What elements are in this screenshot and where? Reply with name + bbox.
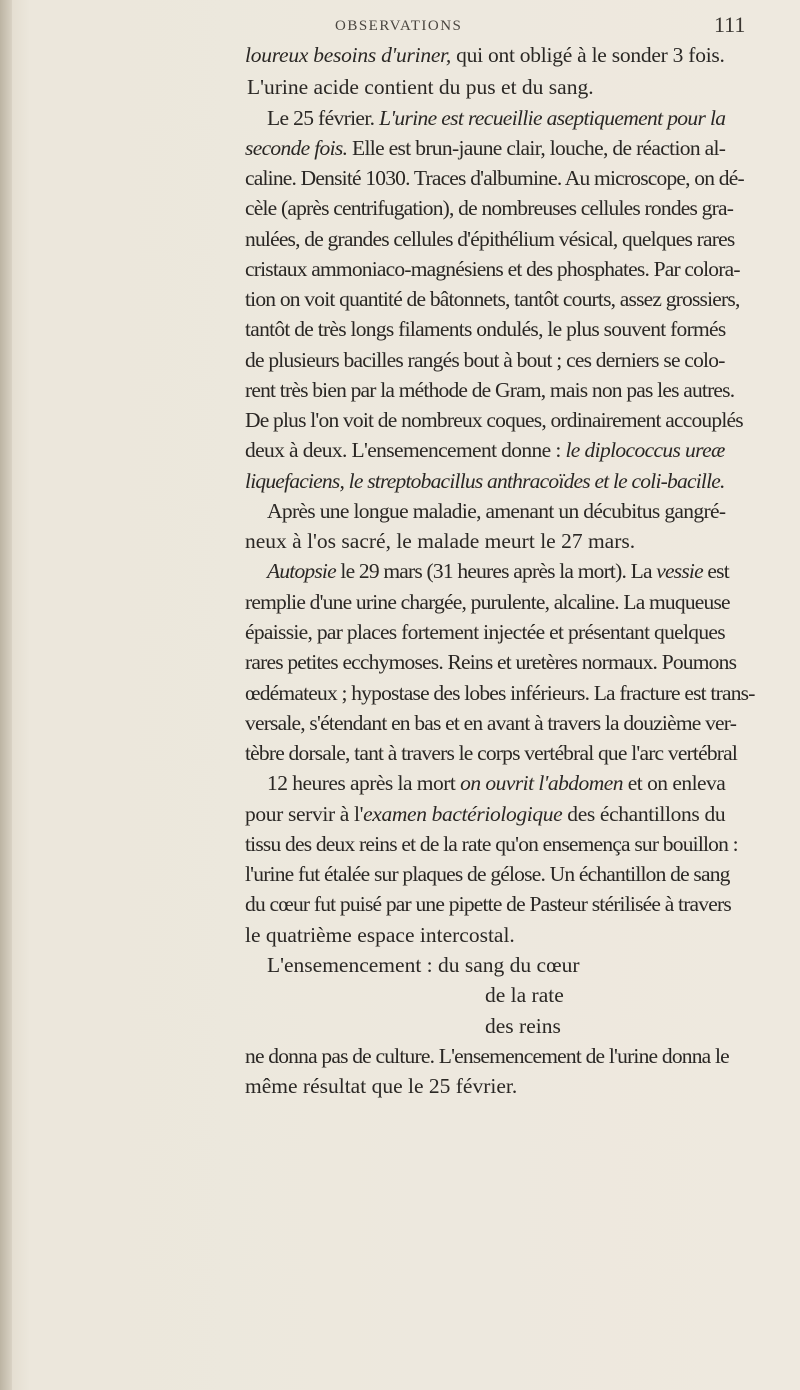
text-segment: épaissie, par places fortement injectée et présentant quelques [245, 620, 725, 644]
text-line [245, 920, 515, 950]
text-line [245, 314, 725, 344]
text-segment: remplie d'une urine chargée, purulente, alcaline. La muqueuse [245, 590, 730, 614]
text-segment: cèle (après centrifugation), de nombreuses cellules rondes gra- [245, 196, 734, 220]
italic-text: loureux besoins d'uriner, [245, 43, 451, 67]
text-segment: deux à deux. L'ensemencement donne : [245, 438, 566, 462]
text-line [485, 980, 564, 1010]
text-segment: le 29 mars (31 heures après la mort). La [335, 559, 657, 583]
text-segment: tantôt de très longs filaments ondulés, le plus souvent formés [245, 317, 726, 341]
text-line [245, 738, 737, 768]
text-line [245, 1071, 517, 1101]
text-segment: caline. Densité 1030. Traces d'albumine. Au microscope, on dé- [245, 166, 744, 190]
text-segment: rent très bien par la méthode de Gram, mais non pas les autres. [245, 378, 735, 402]
text-line [245, 678, 755, 708]
text-segment: du cœur fut puisé par une pipette de Pasteur stérilisée à travers [245, 892, 731, 916]
text-line [245, 466, 725, 496]
text-line [245, 587, 730, 617]
text-line [245, 1041, 729, 1071]
text-line [245, 193, 733, 223]
text-segment: Le 25 février. [267, 106, 380, 130]
text-segment: 12 heures après la mort [267, 771, 461, 795]
text-segment: tissu des deux reins et de la rate qu'on ensemença sur bouillon : [245, 832, 738, 856]
text-line [245, 254, 740, 284]
text-line [245, 163, 744, 193]
text-line [245, 617, 725, 647]
text-segment: versale, s'étendant en bas et en avant à travers la douzième ver- [245, 711, 737, 735]
text-segment: l'urine fut étalée sur plaques de gélose. Un échantillon de sang [245, 862, 730, 886]
text-segment: nulées, de grandes cellules d'épithélium vésical, quelques rares [245, 227, 735, 251]
text-segment: qui ont obligé à le sonder 3 fois. [450, 43, 725, 67]
text-line [245, 708, 736, 738]
italic-text: seconde fois. [245, 136, 348, 160]
text-line [267, 103, 725, 133]
text-line [245, 526, 635, 556]
text-line [245, 224, 734, 254]
text-segment: des reins [485, 1014, 561, 1038]
text-line [245, 375, 734, 405]
text-segment: De plus l'on voit de nombreux coques, ordinairement accouplés [245, 408, 743, 432]
text-line [267, 768, 725, 798]
text-segment: tion on voit quantité de bâtonnets, tantôt courts, assez grossiers, [245, 287, 740, 311]
text-segment: pour servir à l' [245, 802, 364, 826]
text-line [245, 405, 743, 435]
text-segment: même résultat que le 25 février. [245, 1074, 518, 1098]
text-segment: est [702, 559, 729, 583]
text-line [245, 889, 731, 919]
text-line [267, 496, 725, 526]
italic-text: Autopsie [267, 559, 336, 583]
page-spine-shadow [0, 0, 12, 1390]
text-line [245, 829, 738, 859]
text-line [245, 345, 725, 375]
text-line [267, 556, 729, 586]
text-segment: rares petites ecchymoses. Reins et uretères normaux. Poumons [245, 650, 737, 674]
italic-text: liquefaciens, le streptobacillus anthracoïdes et le coli-bacille. [245, 469, 725, 493]
text-segment: Après une longue maladie, amenant un décubitus gangré- [267, 499, 726, 523]
text-segment: L'ensemencement : du sang du cœur [267, 953, 580, 977]
text-line [245, 133, 725, 163]
italic-text: on ouvrit l'abdomen [460, 771, 623, 795]
text-line [245, 284, 740, 314]
text-segment: de plusieurs bacilles rangés bout à bout ; ces derniers se colo- [245, 348, 725, 372]
text-line [245, 647, 736, 677]
italic-text: examen bactériologique [363, 802, 563, 826]
text-line [245, 435, 725, 465]
text-segment: tèbre dorsale, tant à travers le corps vertébral que l'arc vertébral [245, 741, 738, 765]
italic-text: le diplococcus ureæ [565, 438, 725, 462]
text-segment: le quatrième espace intercostal. [245, 923, 515, 947]
text-line [245, 859, 730, 889]
text-line [245, 799, 725, 829]
text-line [485, 1011, 561, 1041]
text-segment: L'urine acide contient du pus et du sang. [247, 75, 594, 99]
text-segment: ne donna pas de culture. L'ensemencement de l'urine donna le [245, 1044, 729, 1068]
text-segment: des échantillons du [562, 802, 726, 826]
text-line [245, 40, 725, 70]
text-segment: neux à l'os sacré, le malade meurt le 27 mars. [245, 529, 636, 553]
italic-text: vessie [656, 559, 703, 583]
page-number: 111 [714, 12, 746, 37]
page-header [0, 8, 800, 38]
text-line [247, 72, 594, 102]
text-segment: cristaux ammoniaco-magnésiens et des phosphates. Par colora- [245, 257, 740, 281]
text-line [267, 950, 580, 980]
italic-text: L'urine est recueillie aseptiquement pour la [379, 106, 726, 130]
text-segment: œdémateux ; hypostase des lobes inférieurs. La fracture est trans- [245, 681, 755, 705]
text-segment: Elle est brun-jaune clair, louche, de réaction al- [347, 136, 726, 160]
text-segment: et on enleva [622, 771, 726, 795]
text-segment: de la rate [485, 983, 564, 1007]
running-head: OBSERVATIONS [335, 18, 463, 34]
